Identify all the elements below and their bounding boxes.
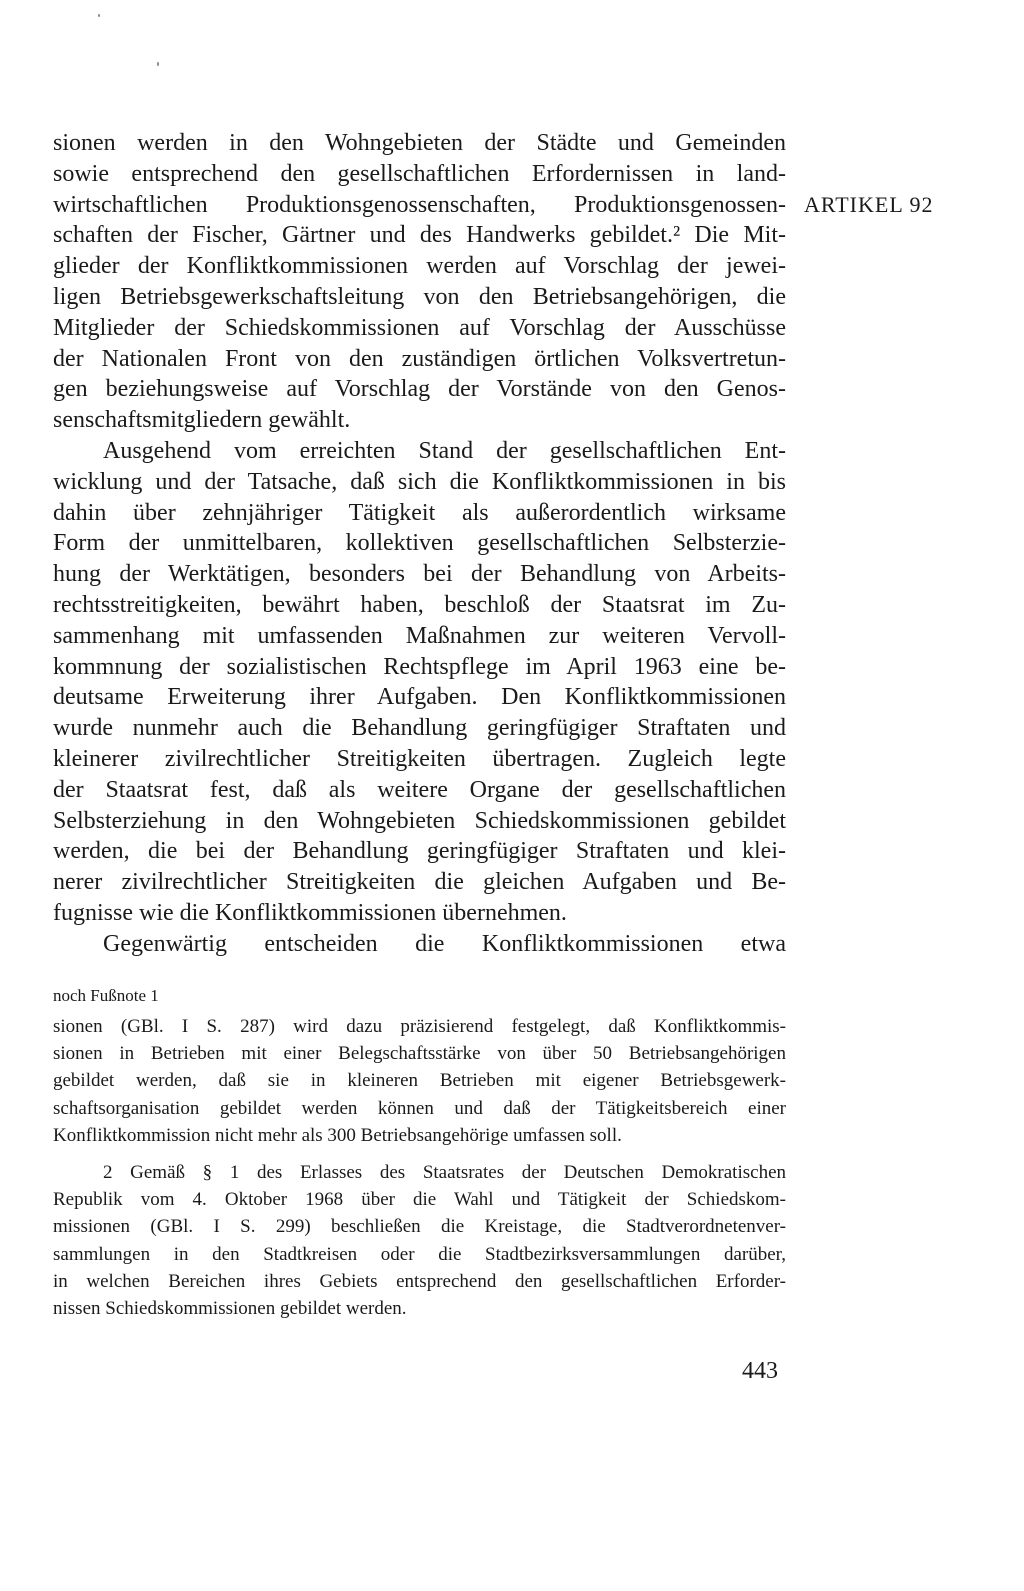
text-line: senschaftsmitgliedern gewählt. — [53, 407, 351, 434]
footnotes — [53, 1013, 786, 1322]
footnote-line: missionen (GBl. I S. 299) beschließen die Kreistage, die Stadtverordnetenver- — [53, 1216, 786, 1238]
text-line: Selbsterziehung in den Wohngebieten Schiedskommissionen gebildet — [53, 807, 786, 834]
text-line: Mitglieder der Schiedskommissionen auf Vorschlag der Ausschüsse — [53, 314, 786, 341]
text-line: werden, die bei der Behandlung geringfügiger Straftaten und klei- — [53, 838, 786, 865]
footnote-line: gebildet werden, daß sie in kleineren Betrieben mit eigener Betriebsgewerk- — [53, 1070, 786, 1092]
text-line: ligen Betriebsgewerkschaftsleitung von den Betriebsangehörigen, die — [53, 283, 786, 310]
footnote-line: Konfliktkommission nicht mehr als 300 Betriebsangehörige umfassen soll. — [53, 1124, 622, 1146]
text-line: der Staatsrat fest, daß als weitere Organe der gesellschaftlichen — [53, 776, 786, 803]
text-line: hung der Werktätigen, besonders bei der Behandlung von Arbeits- — [53, 561, 786, 588]
text-line: wicklung und der Tatsache, daß sich die Konfliktkommissionen in bis — [53, 468, 786, 495]
text-line: nerer zivilrechtlicher Streitigkeiten die gleichen Aufgaben und Be- — [53, 869, 786, 896]
footnote-line: sammlungen in den Stadtkreisen oder die Stadtbezirksversammlungen darüber, — [53, 1243, 786, 1265]
main-text — [53, 128, 786, 960]
text-line: rechtsstreitigkeiten, bewährt haben, beschloß der Staatsrat im Zu- — [53, 591, 786, 618]
margin-article-reference: ARTIKEL 92 — [804, 192, 934, 217]
footnote-line: Republik vom 4. Oktober 1968 über die Wahl und Tätigkeit der Schiedskom- — [53, 1189, 786, 1211]
footnote-line: nissen Schiedskommissionen gebildet werden. — [53, 1297, 407, 1319]
text-line: kleinerer zivilrechtlicher Streitigkeiten übertragen. Zugleich legte — [53, 745, 786, 772]
footnote-line: in welchen Bereichen ihres Gebiets entsprechend den gesellschaftlichen Erforder- — [53, 1270, 786, 1292]
text-line: dahin über zehnjähriger Tätigkeit als außerordentlich wirksame — [53, 499, 786, 526]
text-line: sionen werden in den Wohngebieten der Städte und Gemeinden — [53, 130, 786, 156]
footnote-line: schaftsorganisation gebildet werden können und daß der Tätigkeitsbereich einer — [53, 1097, 786, 1119]
footnote-line: 2 Gemäß § 1 des Erlasses des Staatsrates der Deutschen Demokratischen — [103, 1161, 786, 1183]
text-line: deutsame Erweiterung ihrer Aufgaben. Den Konfliktkommissionen — [53, 684, 786, 711]
text-line: glieder der Konfliktkommissionen werden auf Vorschlag der jewei- — [53, 253, 786, 280]
footnote-line: sionen in Betrieben mit einer Belegschaftsstärke von über 50 Betriebsangehörigen — [53, 1043, 786, 1065]
footnote-continuation-label: noch Fußnote 1 — [53, 986, 159, 1005]
scan-speck — [98, 14, 100, 17]
text-line: der Nationalen Front von den zuständigen örtlichen Volksvertretun- — [53, 345, 786, 372]
text-line: wirtschaftlichen Produktionsgenossenschaften, Produktionsgenossen- — [53, 191, 786, 218]
scan-speck — [157, 62, 159, 66]
footnote-line: sionen (GBl. I S. 287) wird dazu präzisierend festgelegt, daß Konfliktkommis- — [53, 1016, 786, 1037]
text-line: Form der unmittelbaren, kollektiven gesellschaftlichen Selbsterzie- — [53, 530, 786, 557]
text-line: Ausgehend vom erreichten Stand der gesellschaftlichen Ent- — [103, 437, 786, 464]
text-line: gen beziehungsweise auf Vorschlag der Vorstände von den Genos- — [53, 376, 786, 403]
page-number: 443 — [742, 1358, 778, 1384]
text-line: fugnisse wie die Konfliktkommissionen übernehmen. — [53, 899, 567, 926]
text-line: schaften der Fischer, Gärtner und des Handwerks gebildet.² Die Mit- — [53, 222, 786, 249]
text-line: wurde nunmehr auch die Behandlung geringfügiger Straftaten und — [53, 715, 786, 742]
text-line: sammenhang mit umfassenden Maßnahmen zur weiteren Vervoll- — [53, 622, 786, 649]
text-line: kommnung der sozialistischen Rechtspflege im April 1963 eine be- — [53, 653, 786, 680]
footnote-gap — [53, 1149, 786, 1159]
text-line: sowie entsprechend den gesellschaftlichen Erfordernissen in land- — [53, 160, 786, 187]
text-line: Gegenwärtig entscheiden die Konfliktkommissionen etwa — [103, 930, 786, 957]
